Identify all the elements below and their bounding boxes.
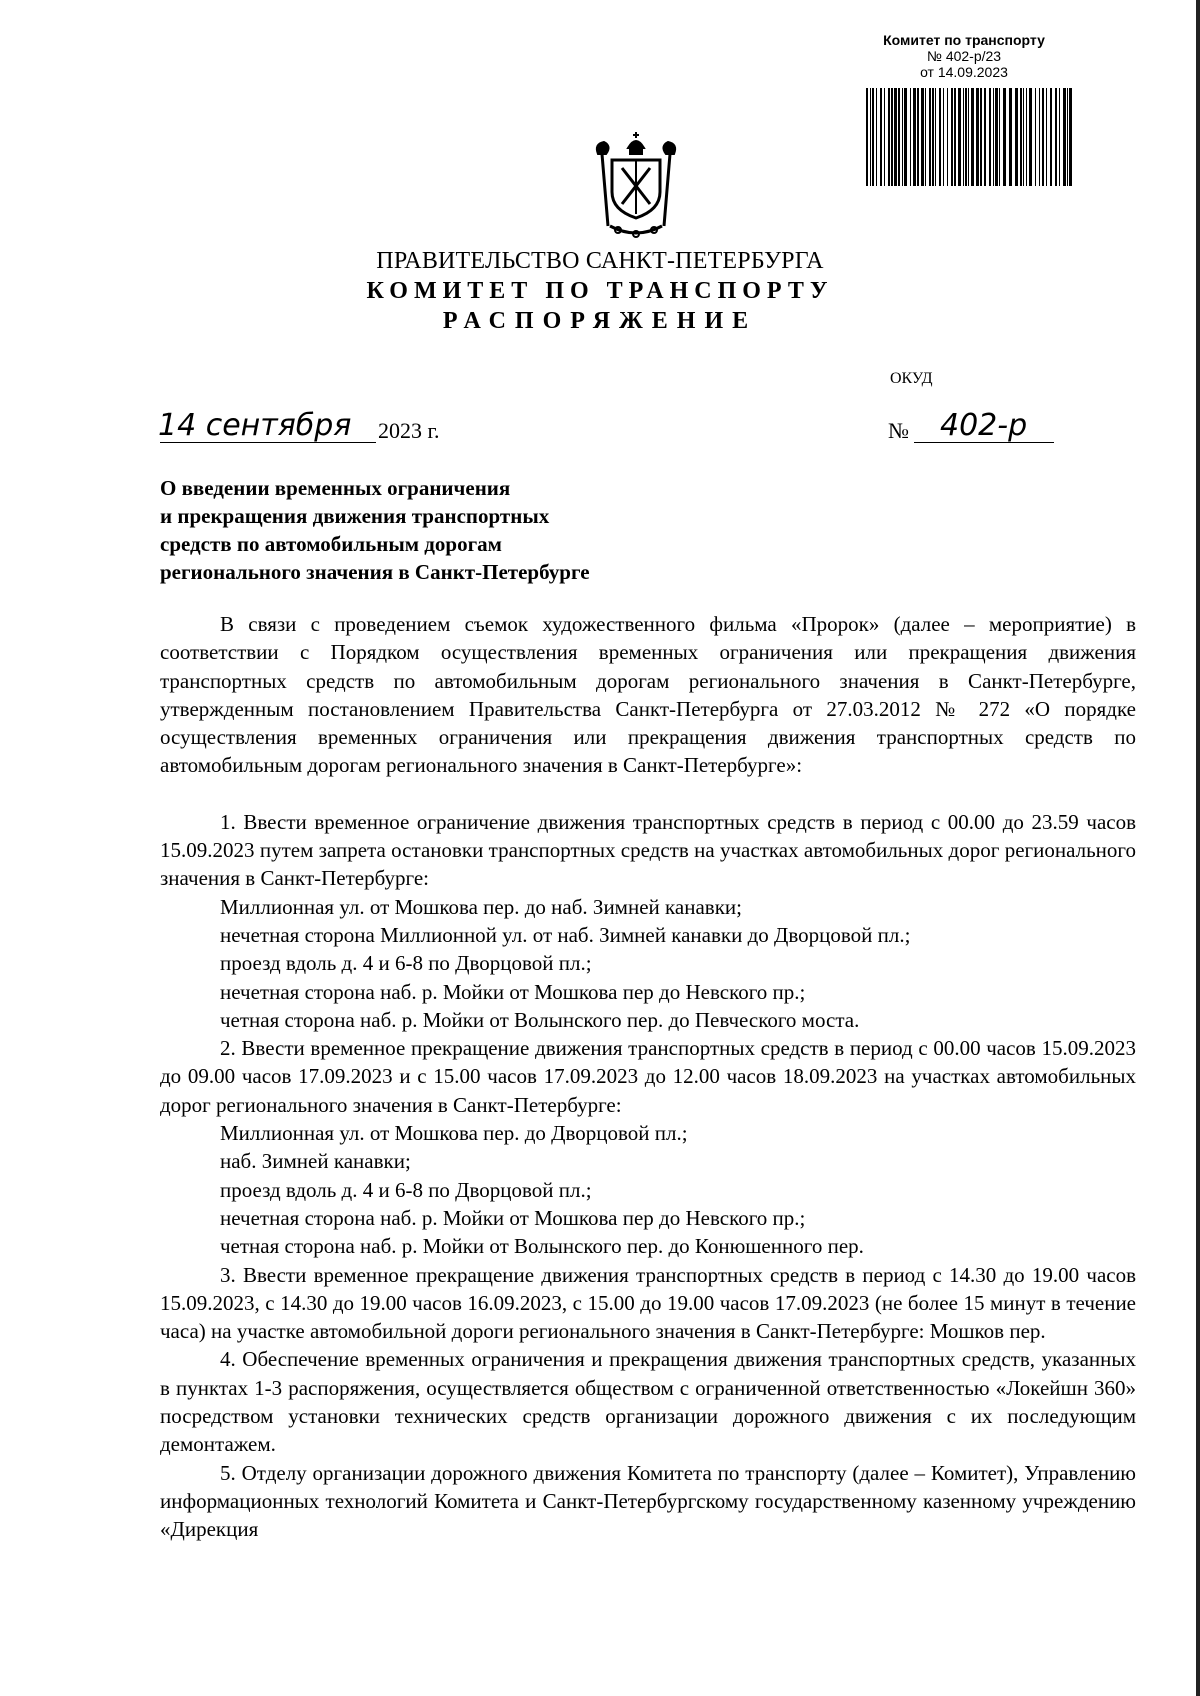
- scan-edge: [1196, 0, 1200, 1696]
- number-label: №: [888, 418, 909, 443]
- clause-2-item: Миллионная ул. от Мошкова пер. до Дворцовой пл.;: [220, 1121, 688, 1146]
- subject-line: О введении временных ограничения: [160, 476, 511, 500]
- clause-2-item: четная сторона наб. р. Мойки от Волынского пер. до Конюшенного пер.: [220, 1234, 864, 1259]
- government-title: ПРАВИТЕЛЬСТВО САНКТ-ПЕТЕРБУРГА: [376, 248, 824, 274]
- clause-1-item: проезд вдоль д. 4 и 6-8 по Дворцовой пл.;: [220, 951, 592, 976]
- clause-1-item: четная сторона наб. р. Мойки от Волынского пер. до Певческого моста.: [220, 1007, 860, 1032]
- clause-1-item: нечетная сторона наб. р. Мойки от Мошкова пер до Невского пр.;: [220, 979, 806, 1004]
- committee-title: КОМИТЕТ ПО ТРАНСПОРТУ: [366, 278, 834, 304]
- clause-2-item: проезд вдоль д. 4 и 6-8 по Дворцовой пл.;: [220, 1177, 592, 1202]
- okud-label: ОКУД: [890, 370, 933, 387]
- barcode-image: [866, 88, 1072, 186]
- stamp-org: Комитет по транспорту: [883, 32, 1045, 48]
- subject-line: средств по автомобильным дорогам: [160, 532, 502, 556]
- clause-2-item: наб. Зимней канавки;: [220, 1149, 411, 1174]
- clause-1: 1. Ввести временное ограничение движения транспортных средств в период с 00.00 до 23.59 часов 15.09.2023 путем запрета остановки транспортных средств на участках автомобильных дорог регионального значения в Санкт-Петербурге:: [160, 809, 1136, 891]
- subject-line: регионального значения в Санкт-Петербурге: [160, 560, 590, 584]
- stamp-number: № 402-р/23: [926, 48, 1002, 64]
- registration-stamp: [858, 32, 1070, 80]
- stamp-date: от 14.09.2023: [920, 64, 1008, 80]
- clause-3: 3. Ввести временное прекращение движения транспортных средств в период с 14.30 до 19.00 часов 15.09.2023, с 14.30 до 19.00 часов 16.09.2023, с 15.00 до 19.00 часов 17.09.2023 (не более 15 минут в течение часа) на участке автомобильной дороги регионального значения в Санкт-Петербурге: Мошков пер.: [160, 1262, 1136, 1344]
- clause-1-item: Миллионная ул. от Мошкова пер. до наб. Зимней канавки;: [220, 894, 742, 919]
- handwritten-date: 14 сентября: [158, 408, 352, 443]
- date-year: 2023 г.: [378, 418, 440, 443]
- subject-line: и прекращения движения транспортных: [160, 504, 550, 528]
- document-body: [160, 610, 1136, 1544]
- clause-2: 2. Ввести временное прекращение движения транспортных средств в период с 00.00 часов 15.09.2023 до 09.00 часов 17.09.2023 и с 15.00 часов 17.09.2023 до 12.00 часов 18.09.2023 на участках автомобильных дорог регионального значения в Санкт-Петербурге:: [160, 1036, 1136, 1117]
- clause-1-item: нечетная сторона Миллионной ул. от наб. Зимней канавки до Дворцовой пл.;: [220, 922, 911, 947]
- clause-4: 4. Обеспечение временных ограничения и прекращения движения транспортных средств, указанных в пунктах 1-3 распоряжения, осуществляется обществом с ограниченной ответственностью «Локейшн 360» посредством установки технических средств организации дорожного движения с их последующим демонтажем.: [160, 1347, 1136, 1457]
- document-subject: [160, 474, 720, 586]
- preamble-paragraph: В связи с проведением съемок художественного фильма «Пророк» (далее – мероприятие) в соответствии с Порядком осуществления временных ограничения или прекращения движения транспортных средств по автомобильным дорогам регионального значения в Санкт-Петербурге, утвержденным постановлением Правительства Санкт-Петербурга от 27.03.2012 № 272 «О порядке осуществления временных ограничения или прекращения движения транспортных средств по автомобильным дорогам регионального значения в Санкт-Петербурге»:: [160, 612, 1136, 778]
- clause-5: 5. Отделу организации дорожного движения Комитета по транспорту (далее – Комитет), Управлению информационных технологий Комитета и Санкт-Петербургскому государственному казенному учреждению «Дирекция: [160, 1460, 1136, 1542]
- handwritten-number: 402-р: [940, 408, 1028, 443]
- clause-2-item: нечетная сторона наб. р. Мойки от Мошкова пер до Невского пр.;: [220, 1205, 806, 1230]
- document-type: РАСПОРЯЖЕНИЕ: [442, 308, 758, 334]
- coat-of-arms-emblem: [590, 130, 682, 240]
